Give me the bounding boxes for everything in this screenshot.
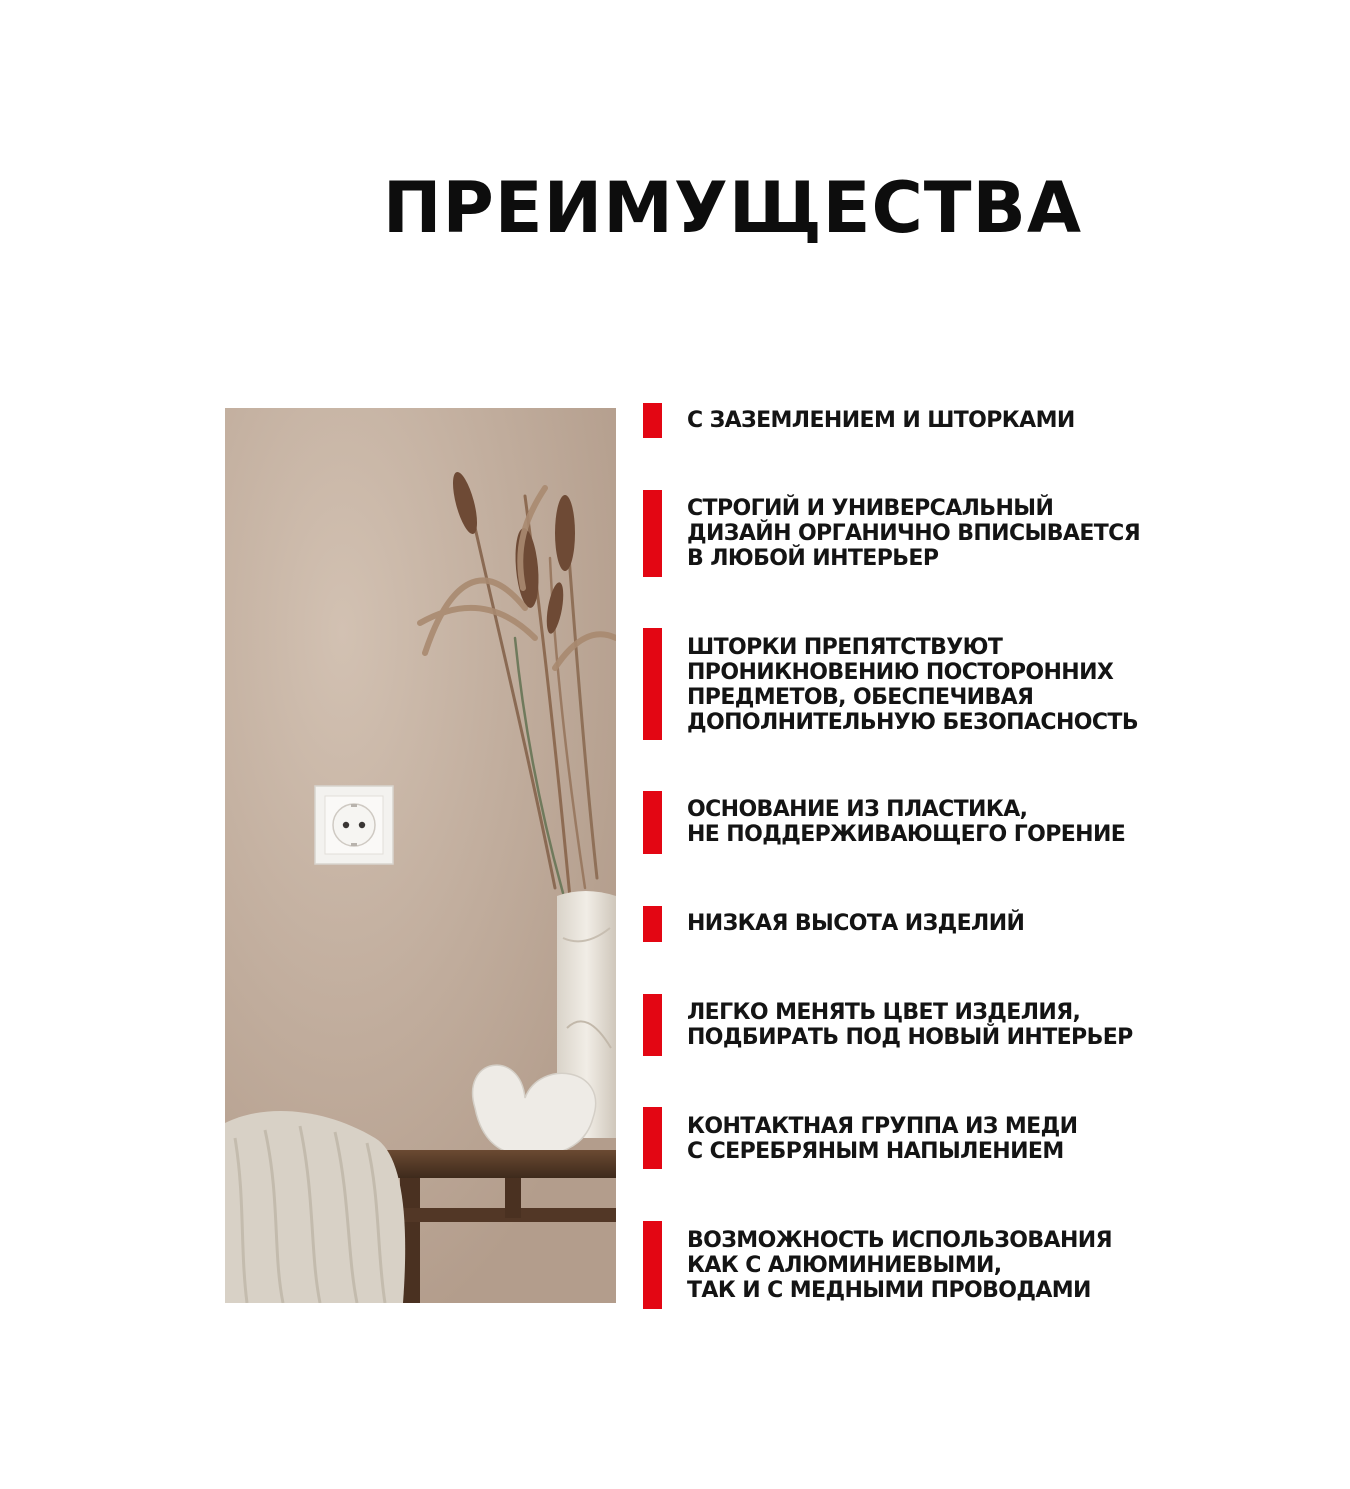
feature-text: СТРОГИЙ И УНИВЕРСАЛЬНЫЙ ДИЗАЙН ОРГАНИЧНО ВПИСЫВАЕТСЯ В ЛЮБОЙ ИНТЕРЬЕР	[687, 496, 1141, 571]
accent-bar	[643, 791, 662, 854]
feature-text: С ЗАЗЕМЛЕНИЕМ И ШТОРКАМИ	[687, 408, 1075, 433]
feature-text: НИЗКАЯ ВЫСОТА ИЗДЕЛИЙ	[687, 911, 1025, 936]
accent-bar	[643, 1107, 662, 1169]
accent-bar	[643, 403, 662, 438]
feature-text: ЛЕГКО МЕНЯТЬ ЦВЕТ ИЗДЕЛИЯ, ПОДБИРАТЬ ПОД НОВЫЙ ИНТЕРЬЕР	[687, 1000, 1133, 1050]
accent-bar	[643, 906, 662, 942]
features-list	[643, 0, 1323, 1489]
accent-bar	[643, 1221, 662, 1309]
feature-text: ОСНОВАНИЕ ИЗ ПЛАСТИКА, НЕ ПОДДЕРЖИВАЮЩЕГО ГОРЕНИЕ	[687, 797, 1126, 847]
product-photo	[225, 408, 616, 1303]
interior-illustration	[225, 408, 616, 1303]
feature-text: ВОЗМОЖНОСТЬ ИСПОЛЬЗОВАНИЯ КАК С АЛЮМИНИЕВЫМИ, ТАК И С МЕДНЫМИ ПРОВОДАМИ	[687, 1228, 1112, 1303]
accent-bar	[643, 628, 662, 740]
feature-text: ШТОРКИ ПРЕПЯТСТВУЮТ ПРОНИКНОВЕНИЮ ПОСТОРОННИХ ПРЕДМЕТОВ, ОБЕСПЕЧИВАЯ ДОПОЛНИТЕЛЬНУЮ БЕЗОПАСНОСТЬ	[687, 635, 1138, 735]
accent-bar	[643, 994, 662, 1056]
feature-text: КОНТАКТНАЯ ГРУППА ИЗ МЕДИ С СЕРЕБРЯНЫМ НАПЫЛЕНИЕМ	[687, 1114, 1078, 1164]
socket-icon	[315, 786, 393, 864]
accent-bar	[643, 490, 662, 577]
page-title: ПРЕИМУЩЕСТВА	[382, 167, 1083, 249]
